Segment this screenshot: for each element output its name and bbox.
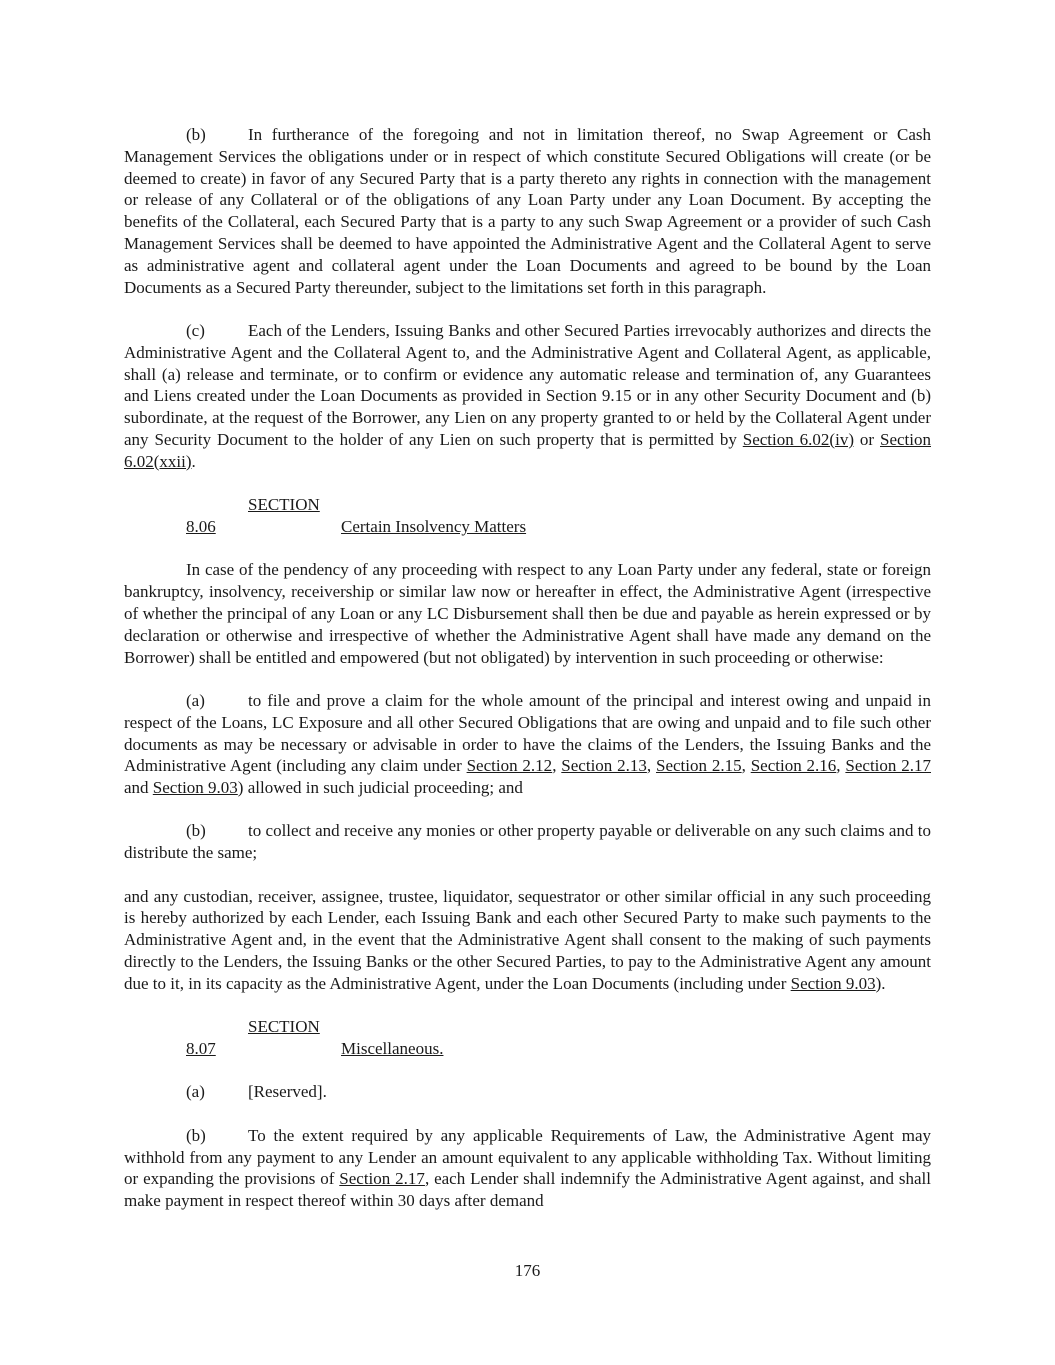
paragraph-b-swap-agreements — [124, 124, 931, 298]
paragraph-text: Each of the Lenders, Issuing Banks and other Secured Parties irrevocably authorizes and directs the Administrative Agent and the Collateral Agent to, and the Administrative Agent and Collateral Agent, as applicable, shall (a) release and terminate, or to confirm or evidence any automatic release and termination of, any Guarantees and Liens created under the Loan Documents as provided in Section 9.15 or in any other Security Document and (b) subordinate, at the request of the Borrower, any Lien on any property granted to or held by the Collateral Agent under any Security Document to the holder of any Lien on such property that is permitted by — [124, 320, 931, 449]
paragraph-label: (a) — [186, 1082, 205, 1102]
paragraph-c-lien-release — [124, 320, 931, 473]
section-number — [186, 1016, 341, 1060]
paragraph-text: [Reserved]. — [248, 1082, 327, 1102]
section-ref-link: Section 2.12 — [466, 756, 553, 776]
section-ref-link: Section 6.02(iv) — [742, 429, 854, 449]
text-fragment: and — [124, 778, 153, 798]
text-fragment: , — [552, 756, 562, 776]
section-8-06-item-a — [124, 690, 931, 799]
section-ref-link: Section 2.16 — [750, 756, 837, 776]
section-8-07-item-a — [124, 1081, 931, 1103]
text-fragment: ) allowed in such judicial proceeding; and — [237, 778, 523, 798]
section-8-06-closing — [124, 886, 931, 995]
section-8-07-item-b — [124, 1125, 931, 1212]
section-ref-link: Section 9.03 — [152, 778, 238, 798]
paragraph-text: to file and prove a claim for the whole amount of the principal and interest owing and unpaid in respect of the Loans, LC Exposure and all other Secured Obligations that are owing and unpaid and to file such other documents as may be necessary or advisable in order to have the claims of the Lenders, the Issuing Banks and the Administrative Agent (including any claim under — [124, 690, 931, 776]
text-fragment: , — [646, 756, 656, 776]
section-title: Certain Insolvency Matters — [341, 516, 527, 536]
text-fragment: , — [741, 756, 751, 776]
text-fragment: . — [191, 451, 196, 471]
paragraph-label: (b) — [186, 125, 206, 144]
paragraph-text: In furtherance of the foregoing and not in limitation thereof, no Swap Agreement or Cash Management Services the obligations under or in respect of which constitute Secured Obligations will create (or be deemed to create) in favor of any Secured Party that is a party thereto any rights in connection with the management or release of any Collateral or of the obligations of any Loan Party under any Loan Document. By accepting the benefits of the Collateral, each Secured Party that is a party to any such Swap Agreement or a provider of such Cash Management Services shall be deemed to have appointed the Administrative Agent and the Collateral Agent to serve as administrative agent and collateral agent under the Loan Documents and agreed to be bound by the Loan Documents as a Secured Party thereunder, subject to the limitations set forth in this paragraph. — [124, 125, 931, 297]
section-ref-link: Section 2.13 — [561, 756, 647, 776]
section-number-text: SECTION 8.06 — [186, 495, 320, 536]
paragraph-text: and any custodian, receiver, assignee, trustee, liquidator, sequestrator or other similar official in any such proceeding is hereby authorized by each Lender, each Issuing Bank and each other Secured Party to make such payments to the Administrative Agent and, in the event that the Administrative Agent shall consent to the making of such payments directly to the Lenders, the Issuing Banks or the other Secured Parties, to pay to the Administrative Agent any amount due to it, in its capacity as the Administrative Agent, under the Loan Documents (including under — [124, 886, 931, 993]
section-number-text: SECTION 8.07 — [186, 1017, 320, 1059]
page-number: 176 — [514, 1261, 541, 1280]
section-ref-link: Section 2.17 — [339, 1169, 425, 1189]
text-fragment: ). — [875, 973, 886, 993]
document-body — [124, 124, 931, 1212]
section-8-06-item-b — [124, 820, 931, 864]
section-8-06-intro: In case of the pendency of any proceeding with respect to any Loan Party under any federal, state or foreign bankruptcy, insolvency, receivership or similar law now or hereafter in effect, the Administrative Agent (irrespective of whether the principal of any Loan or any LC Disbursement shall then be due and payable as herein expressed or by declaration or otherwise and irrespective of whether the Administrative Agent shall have made any demand on the Borrower) shall be entitled and empowered (but not obligated) by intervention in such proceeding or otherwise: — [124, 560, 931, 667]
paragraph-label: (b) — [186, 1125, 206, 1145]
paragraph-label: (b) — [186, 821, 206, 841]
section-8-06-heading — [124, 494, 931, 538]
text-fragment: , each Lender shall indemnify the Administrative Agent against, and shall make payment in respect thereof within 30 days after demand — [124, 1169, 931, 1211]
section-ref-link: Section 6.02(xxii) — [124, 429, 931, 471]
text-fragment: , — [836, 756, 846, 776]
section-ref-link: Section 9.03 — [790, 973, 876, 993]
paragraph-label: (a) — [186, 690, 205, 710]
paragraph-text: To the extent required by any applicable Requirements of Law, the Administrative Agent may withhold from any payment to any Lender an amount equivalent to any applicable withholding Tax. Without limiting or expanding the provisions of — [124, 1125, 931, 1189]
paragraph-label: (c) — [186, 320, 205, 340]
section-number — [186, 494, 341, 538]
paragraph-text: to collect and receive any monies or other property payable or deliverable on any such claims and to distribute the same; — [124, 821, 931, 863]
section-title: Miscellaneous. — [341, 1039, 444, 1059]
section-ref-link: Section 2.17 — [845, 756, 931, 776]
section-8-07-heading — [124, 1016, 931, 1060]
text-fragment: or — [853, 429, 880, 449]
section-ref-link: Section 2.15 — [656, 756, 742, 776]
